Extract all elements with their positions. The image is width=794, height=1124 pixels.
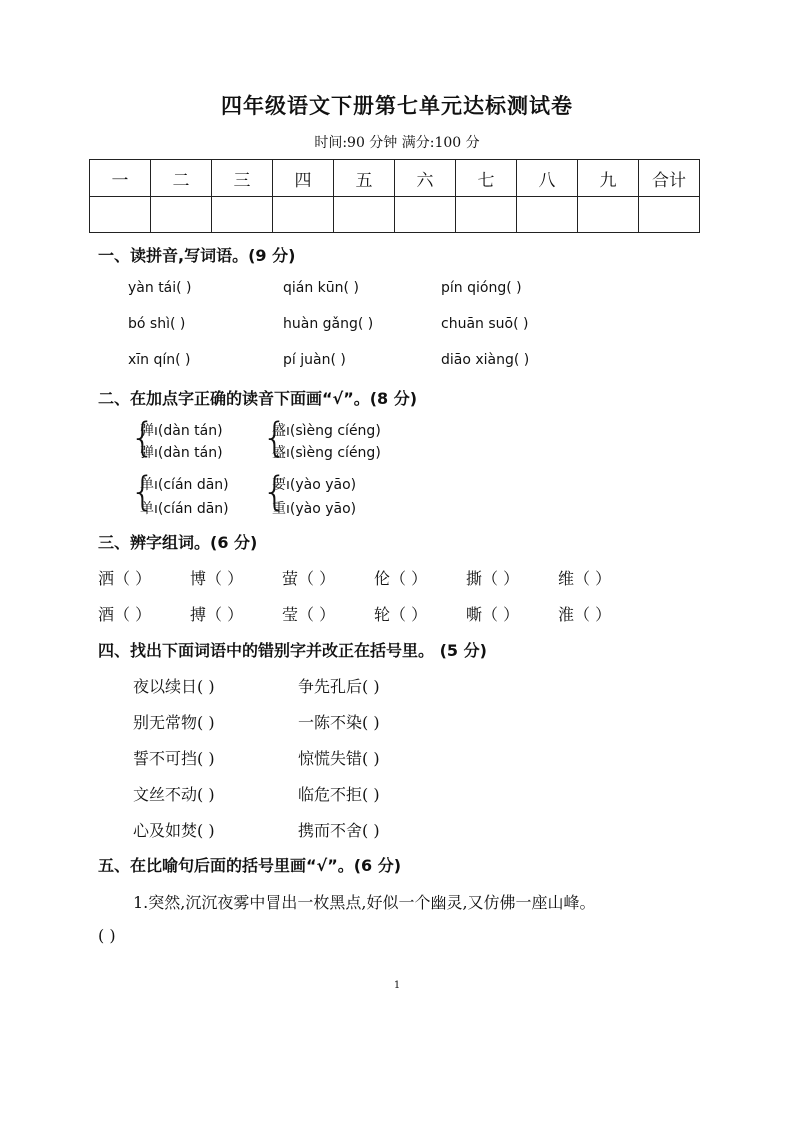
reading-group <box>262 415 412 464</box>
score-table <box>89 159 700 233</box>
score-cell[interactable] <box>151 197 212 233</box>
char-item: 维（ ） <box>558 569 612 588</box>
char-item: 洒（ ） <box>98 569 152 588</box>
section-1-heading: 一、读拼音,写词语。(9 分) <box>98 246 296 265</box>
reading-option[interactable]: 盛ı(sìèng cíéng) <box>272 445 381 461</box>
score-header-row <box>90 160 700 197</box>
pinyin-item: huàn gǎng( ) <box>283 316 374 332</box>
char-item: 莹（ ） <box>282 605 336 624</box>
brace-symbol: { <box>262 469 288 515</box>
score-header: 六 <box>395 160 456 197</box>
char-item: 淮（ ） <box>558 605 612 624</box>
reading-option[interactable]: 弹ı(dàn tán) <box>140 445 223 461</box>
idiom-item: 别无常物( ) <box>133 713 215 732</box>
pinyin-item: pí juàn( ) <box>283 352 346 368</box>
brace-symbol: { <box>130 469 156 515</box>
score-header: 八 <box>517 160 578 197</box>
reading-option[interactable]: 单ı(cíán dān) <box>140 477 229 493</box>
pinyin-item: yàn tái( ) <box>128 280 192 296</box>
pinyin-item: qián kūn( ) <box>283 280 359 296</box>
idiom-item: 携而不舍( ) <box>298 821 380 840</box>
char-item: 博（ ） <box>190 569 244 588</box>
reading-group <box>130 415 260 464</box>
page-title: 四年级语文下册第七单元达标测试卷 <box>221 94 573 118</box>
reading-option[interactable]: 重ı(yào yāo) <box>272 501 357 517</box>
score-header: 五 <box>334 160 395 197</box>
question-text: 1.突然,沉沉夜雾中冒出一枚黑点,好似一个幽灵,又仿佛一座山峰。 <box>133 893 596 912</box>
answer-paren[interactable]: ( ) <box>98 926 116 945</box>
score-header: 九 <box>578 160 639 197</box>
score-blank-row <box>90 197 700 233</box>
idiom-item: 惊慌失错( ) <box>298 749 380 768</box>
char-item: 撕（ ） <box>466 569 520 588</box>
brace-symbol: { <box>130 415 156 461</box>
char-item: 伦（ ） <box>374 569 428 588</box>
section-4-heading: 四、找出下面词语中的错别字并改正在括号里。 (5 分) <box>98 641 487 660</box>
score-header: 三 <box>212 160 273 197</box>
reading-group <box>130 469 260 518</box>
idiom-item: 一陈不染( ) <box>298 713 380 732</box>
score-cell[interactable] <box>90 197 151 233</box>
pinyin-item: pín qióng( ) <box>441 280 522 296</box>
idiom-item: 文丝不动( ) <box>133 785 215 804</box>
pinyin-item: chuān suō( ) <box>441 316 529 332</box>
reading-option[interactable]: 要ı(yào yāo) <box>272 477 357 493</box>
brace-symbol: { <box>262 415 288 461</box>
page-number: 1 <box>393 980 401 991</box>
reading-option[interactable]: 弹ı(dàn tán) <box>140 423 223 439</box>
score-cell[interactable] <box>334 197 395 233</box>
score-header: 四 <box>273 160 334 197</box>
score-header: 一 <box>90 160 151 197</box>
score-cell[interactable] <box>456 197 517 233</box>
reading-group <box>262 469 412 518</box>
section-2-heading: 二、在加点字正确的读音下面画“√”。(8 分) <box>98 389 418 408</box>
score-cell[interactable] <box>212 197 273 233</box>
reading-option[interactable]: 盛ı(sìèng cíéng) <box>272 423 381 439</box>
idiom-item: 心及如焚( ) <box>133 821 215 840</box>
char-item: 轮（ ） <box>374 605 428 624</box>
score-cell[interactable] <box>395 197 456 233</box>
idiom-item: 临危不拒( ) <box>298 785 380 804</box>
score-cell[interactable] <box>273 197 334 233</box>
char-item: 搏（ ） <box>190 605 244 624</box>
exam-info: 时间:90 分钟 满分:100 分 <box>314 135 480 151</box>
score-header: 合计 <box>639 160 700 197</box>
char-item: 萤（ ） <box>282 569 336 588</box>
idiom-item: 夜以续日( ) <box>133 677 215 696</box>
idiom-item: 争先孔后( ) <box>298 677 380 696</box>
score-header: 七 <box>456 160 517 197</box>
section-3-heading: 三、辨字组词。(6 分) <box>98 533 258 552</box>
score-cell[interactable] <box>639 197 700 233</box>
pinyin-item: xīn qín( ) <box>128 352 191 368</box>
char-item: 酒（ ） <box>98 605 152 624</box>
score-header: 二 <box>151 160 212 197</box>
idiom-item: 誓不可挡( ) <box>133 749 215 768</box>
char-item: 嘶（ ） <box>466 605 520 624</box>
pinyin-item: diāo xiàng( ) <box>441 352 530 368</box>
section-5-heading: 五、在比喻句后面的括号里画“√”。(6 分) <box>98 856 402 875</box>
pinyin-item: bó shì( ) <box>128 316 186 332</box>
score-cell[interactable] <box>517 197 578 233</box>
score-cell[interactable] <box>578 197 639 233</box>
reading-option[interactable]: 单ı(cíán dān) <box>140 501 229 517</box>
